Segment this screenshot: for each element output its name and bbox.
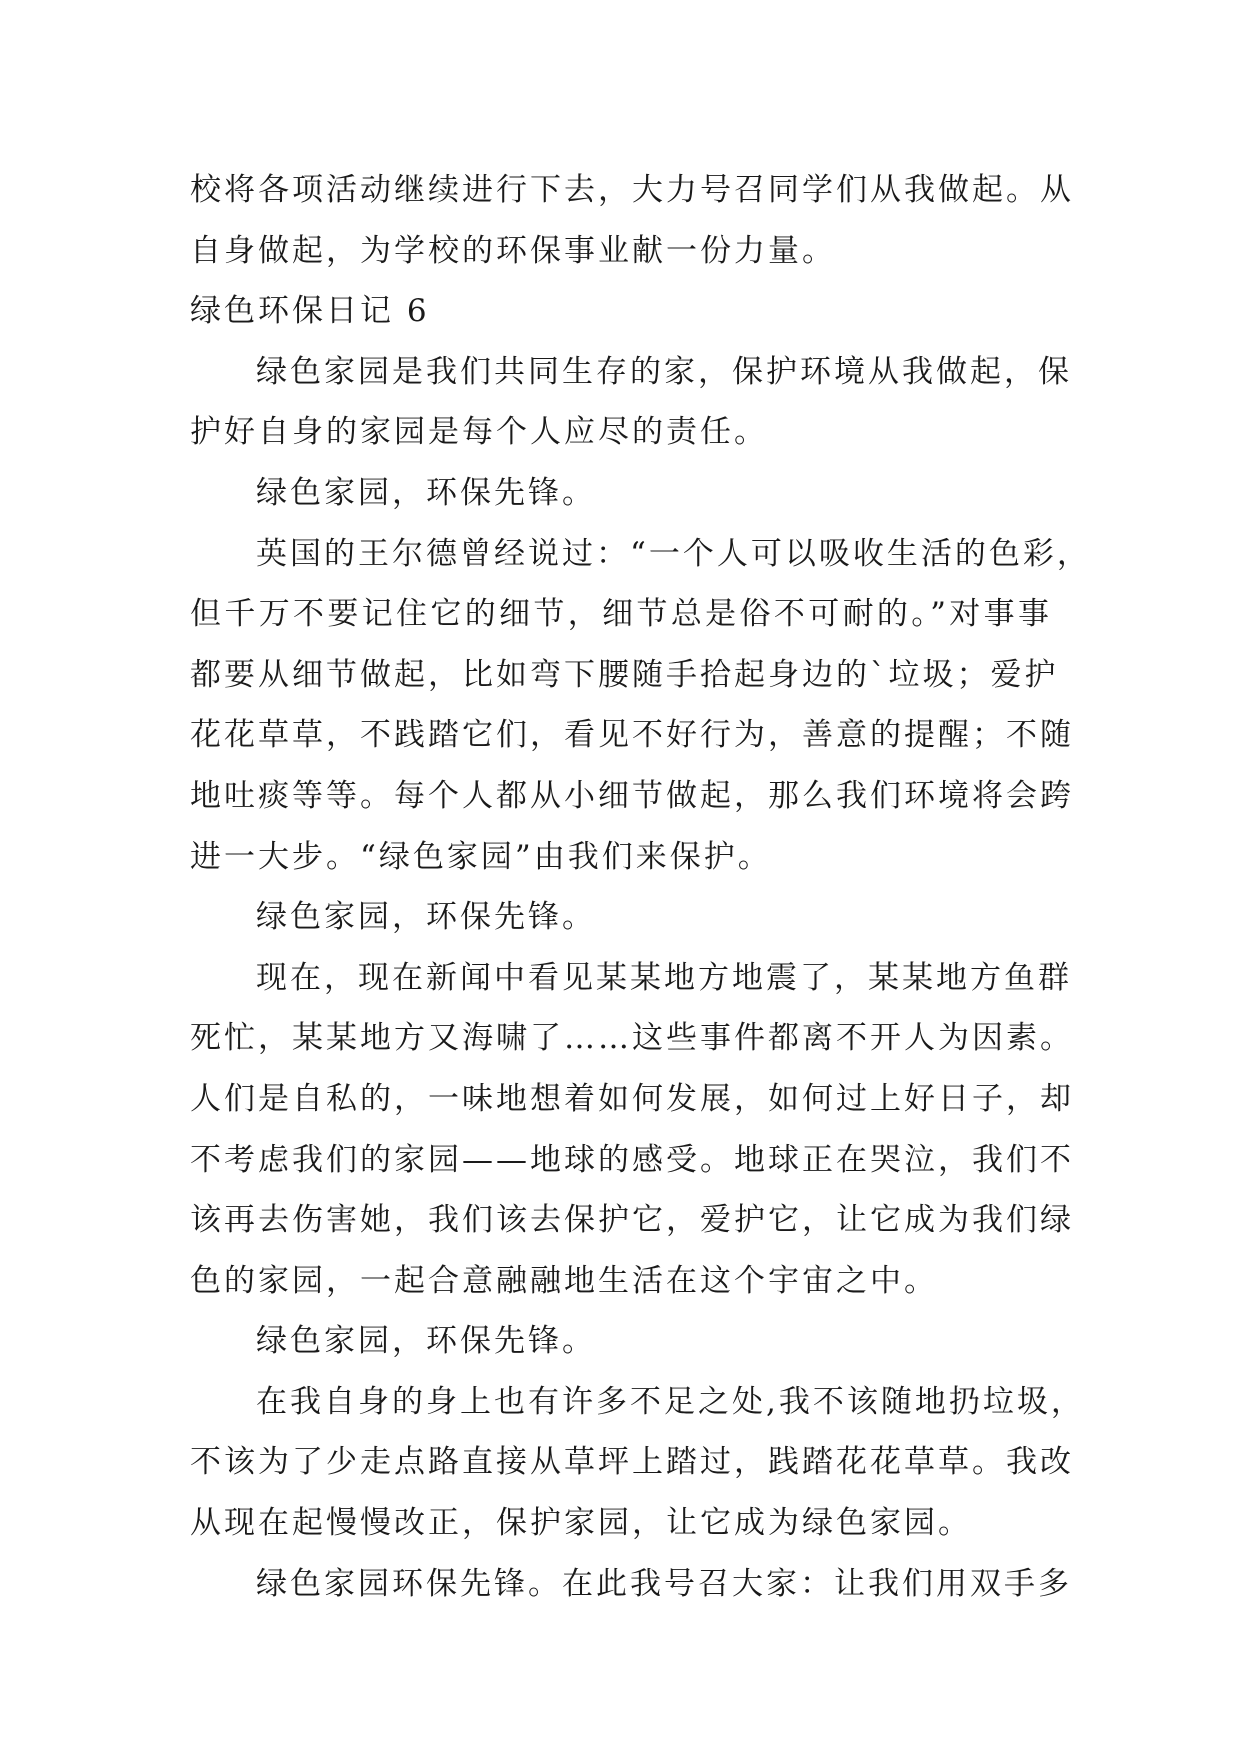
section-heading: 绿色环保日记 6 (190, 293, 430, 330)
text-line: 进一大步。“绿色家园”由我们来保护。 (190, 838, 772, 875)
text-line: 死忙，某某地方又海啸了……这些事件都离不开人为因素。 (190, 1020, 1074, 1057)
text-line: 花花草草，不践踏它们，看见不好行为，善意的提醒；不随 (190, 717, 1074, 754)
text-line: 绿色家园环保先锋。在此我号召大家：让我们用双手多 (256, 1565, 1072, 1602)
text-line: 绿色家园，环保先锋。 (256, 1323, 596, 1360)
text-line: 该再去伤害她，我们该去保护它，爱护它，让它成为我们绿 (190, 1202, 1074, 1239)
text-line: 但千万不要记住它的细节，细节总是俗不可耐的。”对事事 (190, 596, 1052, 633)
text-line: 人们是自私的，一味地想着如何发展，如何过上好日子，却 (190, 1080, 1074, 1117)
text-line: 校将各项活动继续进行下去，大力号召同学们从我做起。从 (190, 172, 1074, 208)
text-line: 从现在起慢慢改正，保护家园，让它成为绿色家园。 (190, 1505, 972, 1542)
text-line: 英国的王尔德曾经说过：“一个人可以吸收生活的色彩， (256, 535, 1091, 572)
text-line: 绿色家园，环保先锋。 (256, 899, 596, 936)
text-line: 在我自身的身上也有许多不足之处,我不该随地扔垃圾， (256, 1383, 1085, 1420)
text-line: 自身做起，为学校的环保事业献一份力量。 (190, 232, 836, 269)
text-line: 不该为了少走点路直接从草坪上踏过，践踏花花草草。我改 (190, 1444, 1074, 1481)
text-line: 都要从细节做起，比如弯下腰随手拾起身边的`垃圾；爱护 (190, 656, 1059, 693)
text-line: 护好自身的家园是每个人应尽的责任。 (190, 414, 768, 451)
text-line: 色的家园，一起合意融融地生活在这个宇宙之中。 (190, 1262, 938, 1299)
document-body (190, 160, 1091, 1614)
text-line: 地吐痰等等。每个人都从小细节做起，那么我们环境将会跨 (190, 777, 1074, 814)
text-line: 不考虑我们的家园——地球的感受。地球正在哭泣，我们不 (190, 1141, 1074, 1178)
text-line: 现在，现在新闻中看见某某地方地震了，某某地方鱼群 (256, 959, 1072, 996)
text-line: 绿色家园，环保先锋。 (256, 474, 596, 511)
text-line: 绿色家园是我们共同生存的家，保护环境从我做起，保 (256, 353, 1072, 390)
